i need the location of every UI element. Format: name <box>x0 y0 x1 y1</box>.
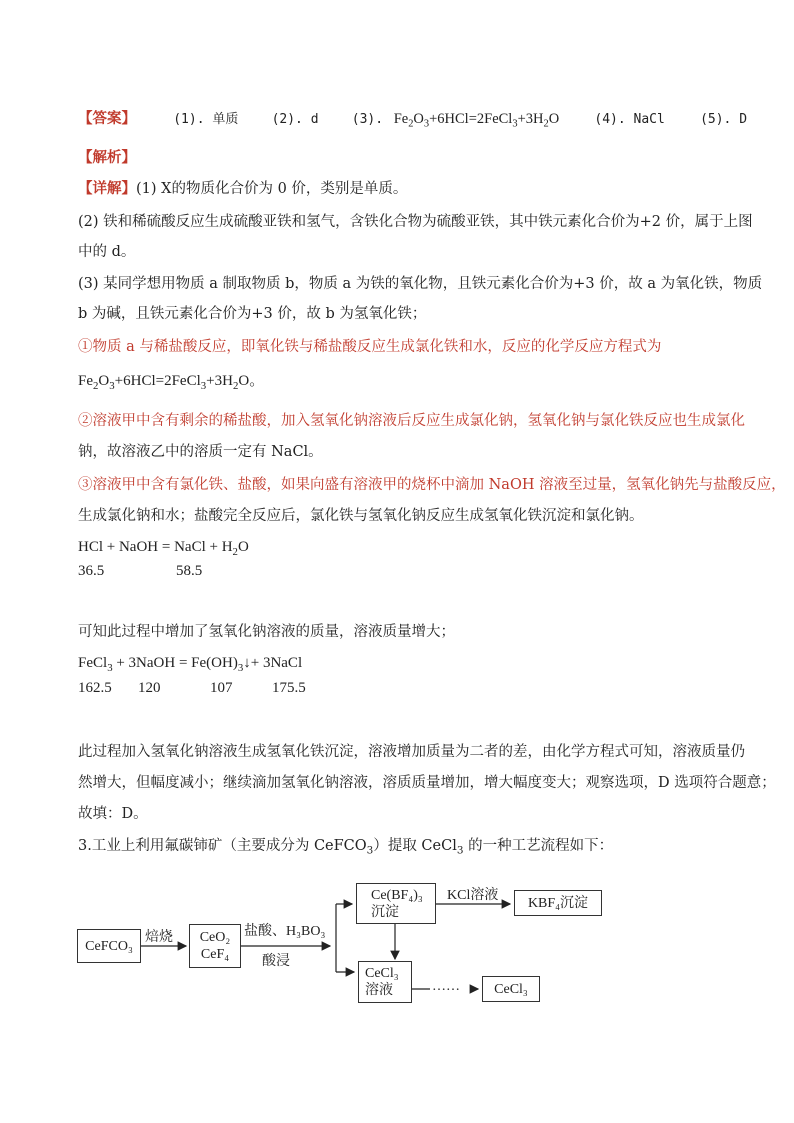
detail-line-11: 可知此过程中增加了氢氧化钠溶液的质量，溶液质量增大； <box>78 624 455 640</box>
label-roast: 焙烧 <box>145 930 173 945</box>
mass-fecl3: 162.5 <box>78 680 112 696</box>
label-ellipsis: …… <box>432 979 460 994</box>
detail-line-4: (3) 某同学想用物质 a 制取物质 b，物质 a 为铁的氧化物，且铁元素化合价为+3 价，故 a 为氧化铁，物质 <box>78 276 763 292</box>
label-kcl-solution: KCl溶液 <box>447 888 499 903</box>
detail-line-2: (2) 铁和稀硫酸反应生成硫酸亚铁和氢气，含铁化合物为硫酸亚铁，其中铁元素化合价为+2 价，属于上图 <box>78 214 753 230</box>
box-cefco3: CeFCO₃ <box>77 929 141 963</box>
detail-line-7: ②溶液甲中含有剩余的稀盐酸，加入氢氧化钠溶液后反应生成氯化钠，氢氧化钠与氯化铁反应也生成氯化 <box>78 413 745 429</box>
mass-naoh-2: 120 <box>138 680 161 696</box>
detail-line-14: 故填：D。 <box>78 806 148 822</box>
mass-feoh3: 107 <box>210 680 233 696</box>
answer-item-3: (3). <box>351 112 384 127</box>
box-precipitate-label: 沉淀 <box>371 905 399 920</box>
label-hcl-h3bo3: 盐酸、H₃BO₃ <box>244 924 326 939</box>
mass-hcl: 36.5 <box>78 563 105 579</box>
answer-tag: 【答案】 <box>78 110 136 127</box>
detail-text-1: (1) X的物质化合价为 0 价，类别是单质。 <box>136 181 408 197</box>
box-ce-bf4-3-label: Ce(BF₄)₃ <box>371 888 423 903</box>
equation-fecl3: FeCl$_3$ + 3NaOH = $Fe(OH)_3↓+$ 3NaCl <box>78 655 303 674</box>
detail-line-3: 中的 d。 <box>78 244 136 260</box>
mass-naoh: 58.5 <box>176 563 203 579</box>
equation-hcl: HCl + NaOH = NaCl + $H_2O$ <box>78 539 249 558</box>
box-ceo2-label: CeO₂ <box>199 930 231 945</box>
box-cecl3-label: CeCl₃ <box>365 966 399 981</box>
answer-item-5: (5). D <box>700 112 748 127</box>
box-ceo2-cef4 <box>189 924 241 968</box>
box-kbf4: KBF₄沉淀 <box>514 890 602 916</box>
analysis-tag: 【解析】 <box>78 149 136 166</box>
detail-line-10: 生成氯化钠和水；盐酸完全反应后，氯化铁与氢氧化钠反应生成氢氧化铁沉淀和氯化钠。 <box>78 508 644 524</box>
detail-line-6: ①物质 a 与稀盐酸反应，即氧化铁与稀盐酸反应生成氯化铁和水，反应的化学反应方程式为 <box>78 339 662 355</box>
equation-fe2o3: $Fe_2O_3+6HCl=2FeCl_3+3H_2O$。 <box>78 373 265 392</box>
box-solution-label: 溶液 <box>365 983 393 998</box>
question-3: 3.工业上利用氟碳铈矿（主要成分为 CeFCO$_3$）提取 CeCl$_3$ 的一种工艺流程如下： <box>78 838 614 857</box>
detail-line-9: ③溶液甲中含有氯化铁、盐酸，如果向盛有溶液甲的烧杯中滴加 NaOH 溶液至过量，氢氧化钠先与盐酸反应， <box>78 477 786 493</box>
detail-line-8: 钠，故溶液乙中的溶质一定有 NaCl。 <box>78 444 323 460</box>
label-acid-leach: 酸浸 <box>262 954 290 969</box>
detail-line-5: b 为碱，且铁元素化合价为+3 价，故 b 为氢氧化铁； <box>78 306 427 322</box>
answer-item-2: (2). d <box>271 112 319 127</box>
answer-item-4: (4). NaCl <box>594 112 665 127</box>
answer-equation: $Fe_2O_3+6HCl=2FeCl_3+3H_2O$ <box>393 111 560 130</box>
mass-nacl: 175.5 <box>272 680 306 696</box>
box-ce-bf4-3 <box>356 883 436 924</box>
box-cecl3-product: CeCl₃ <box>482 976 540 1002</box>
answer-item-1: (1). 单质 <box>173 112 239 127</box>
box-cef4-label: CeF₄ <box>200 947 230 962</box>
detail-line-13: 然增大，但幅度减小；继续滴加氢氧化钠溶液，溶质质量增加，增大幅度变大；观察选项，D 选项符合题意； <box>78 775 776 791</box>
detail-tag: 【详解】 <box>78 180 136 197</box>
detail-line-12: 此过程加入氢氧化钠溶液生成氢氧化铁沉淀，溶液增加质量为二者的差，由化学方程式可知，溶液质量仍 <box>78 744 745 760</box>
box-cecl3-solution <box>358 961 412 1003</box>
